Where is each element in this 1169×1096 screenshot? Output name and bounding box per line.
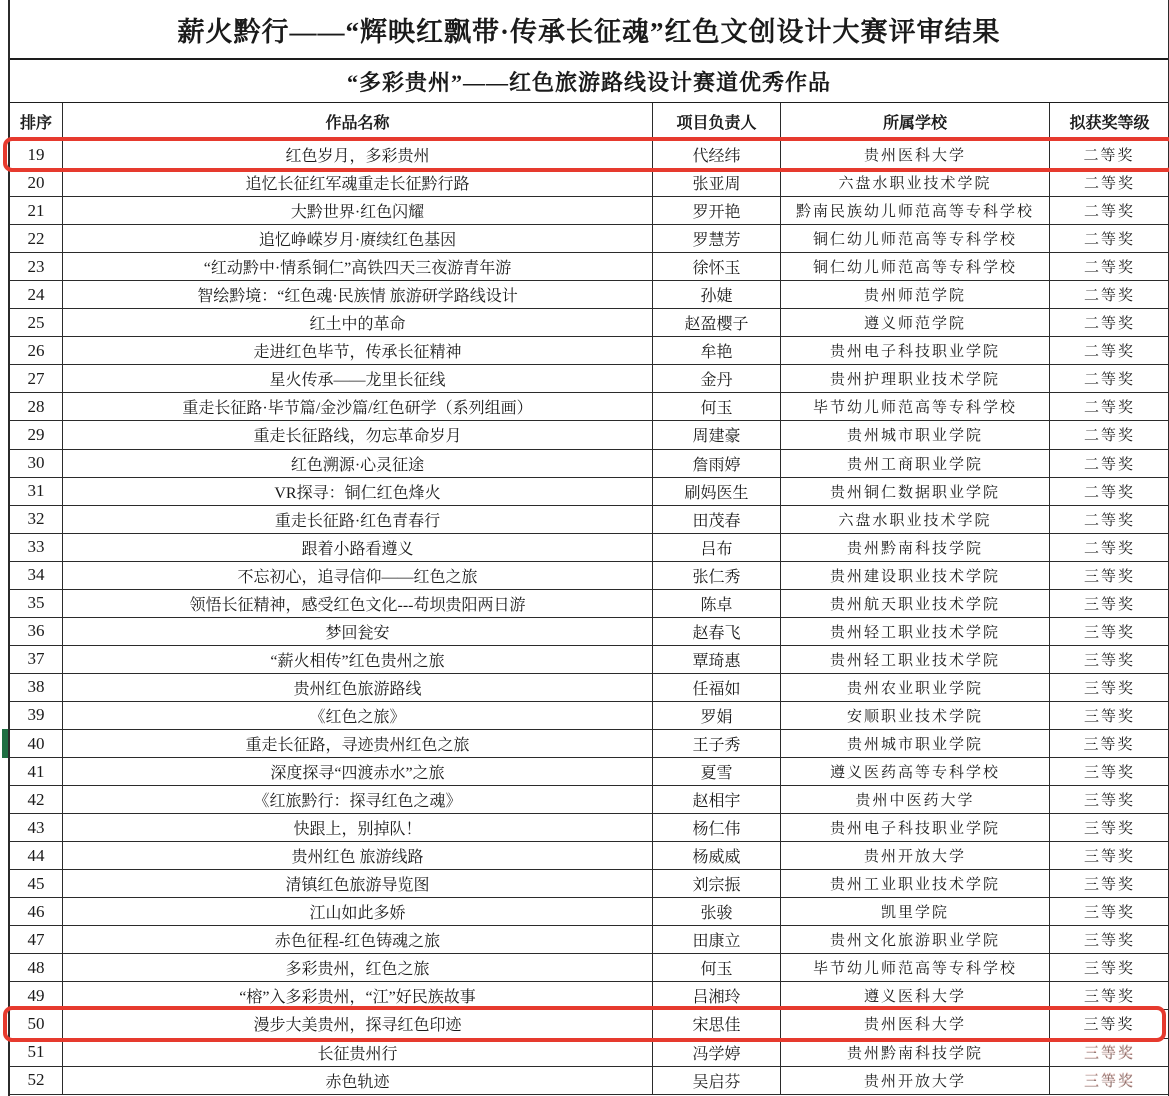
rank-cell: 52 <box>10 1067 63 1094</box>
table-row <box>10 1067 1168 1095</box>
award-cell: 三等奖 <box>1083 568 1135 585</box>
title-cell: 《红色之旅》 <box>63 702 653 729</box>
school-cell: 贵州工业职业技术学院 <box>781 870 1050 897</box>
rank-cell: 32 <box>10 506 63 533</box>
table-header-row <box>10 103 1168 141</box>
title-cell: 不忘初心，追寻信仰——红色之旅 <box>63 562 653 589</box>
award-cell: 三等奖 <box>1083 961 1135 978</box>
table-row <box>10 197 1168 225</box>
rank-cell: 31 <box>10 478 63 505</box>
rank-cell: 47 <box>10 926 63 953</box>
award-cell: 三等奖 <box>1083 652 1135 669</box>
award-cell: 二等奖 <box>1083 400 1135 417</box>
table-row <box>10 141 1168 169</box>
title-cell: 跟着小路看遵义 <box>63 534 653 561</box>
leader-cell: 赵春飞 <box>653 618 781 645</box>
school-cell: 遵义师范学院 <box>781 309 1050 336</box>
title-cell: 多彩贵州，红色之旅 <box>63 954 653 981</box>
rank-cell: 30 <box>10 450 63 477</box>
leader-cell: 赵相宇 <box>653 786 781 813</box>
rank-cell: 41 <box>10 758 63 785</box>
school-cell: 凯里学院 <box>781 898 1050 925</box>
leader-cell: 陈卓 <box>653 590 781 617</box>
school-cell: 贵州医科大学 <box>781 141 1050 168</box>
title-cell: 漫步大美贵州，探寻红色印迹 <box>63 1010 653 1037</box>
table-row <box>10 870 1168 898</box>
rank-cell: 45 <box>10 870 63 897</box>
school-cell: 贵州铜仁数据职业学院 <box>781 478 1050 505</box>
title-cell: 领悟长征精神，感受红色文化---苟坝贵阳两日游 <box>63 590 653 617</box>
title-cell: 重走长征路·毕节篇/金沙篇/红色研学（系列组画） <box>63 393 653 420</box>
school-cell: 毕节幼儿师范高等专科学校 <box>781 393 1050 420</box>
award-cell: 三等奖 <box>1050 730 1169 757</box>
title-cell: 重走长征路，寻迹贵州红色之旅 <box>63 730 653 757</box>
leader-cell: 田康立 <box>653 926 781 953</box>
leader-cell: 吕湘玲 <box>653 982 781 1009</box>
leader-cell: 赵盈樱子 <box>653 309 781 336</box>
school-cell: 贵州轻工职业技术学院 <box>781 646 1050 673</box>
title-cell: 红土中的革命 <box>63 309 653 336</box>
rank-cell: 46 <box>10 898 63 925</box>
header-award: 拟获奖等级 <box>1069 115 1150 132</box>
award-cell: 二等奖 <box>1083 372 1135 389</box>
leader-cell: 吴启芬 <box>653 1067 781 1094</box>
table-row <box>10 1010 1168 1038</box>
award-cell: 三等奖 <box>1083 849 1135 866</box>
school-cell: 贵州城市职业学院 <box>781 421 1050 448</box>
rank-cell: 49 <box>10 982 63 1009</box>
table-row <box>10 674 1168 702</box>
award-cell: 三等奖 <box>1083 765 1135 782</box>
award-cell: 二等奖 <box>1083 288 1135 305</box>
title-cell: 深度探寻“四渡赤水”之旅 <box>63 758 653 785</box>
award-cell: 二等奖 <box>1083 232 1135 249</box>
title-cell: 贵州红色 旅游线路 <box>63 842 653 869</box>
title-cell: 红色岁月，多彩贵州 <box>63 141 653 168</box>
award-cell: 三等奖 <box>1083 933 1135 950</box>
rank-cell: 51 <box>10 1039 63 1066</box>
rank-cell: 19 <box>10 141 63 168</box>
rank-cell: 24 <box>10 281 63 308</box>
school-cell: 贵州师范学院 <box>781 281 1050 308</box>
rank-cell: 37 <box>10 646 63 673</box>
table-row <box>10 562 1168 590</box>
leader-cell: 何玉 <box>653 393 781 420</box>
table-row <box>10 898 1168 926</box>
award-cell: 三等奖 <box>1083 821 1135 838</box>
rank-cell: 36 <box>10 618 63 645</box>
rank-cell: 26 <box>10 337 63 364</box>
award-cell: 二等奖 <box>1083 540 1135 557</box>
table-row <box>10 786 1168 814</box>
table-row <box>10 702 1168 730</box>
leader-cell: 张亚周 <box>653 169 781 196</box>
leader-cell: 吕布 <box>653 534 781 561</box>
award-cell: 三等奖 <box>1083 793 1135 810</box>
school-cell: 贵州黔南科技学院 <box>781 1039 1050 1066</box>
school-cell: 遵义医科大学 <box>781 982 1050 1009</box>
school-cell: 贵州城市职业学院 <box>781 730 1050 757</box>
school-cell: 黔南民族幼儿师范高等专科学校 <box>781 197 1050 224</box>
school-cell: 六盘水职业技术学院 <box>781 506 1050 533</box>
title-cell: 追忆长征红军魂重走长征黔行路 <box>63 169 653 196</box>
table-row <box>10 646 1168 674</box>
title-cell: 星火传承——龙里长征线 <box>63 365 653 392</box>
leader-cell: 杨仁伟 <box>653 814 781 841</box>
school-cell: 贵州开放大学 <box>781 1067 1050 1094</box>
leader-cell: 何玉 <box>653 954 781 981</box>
title-cell: 走进红色毕节，传承长征精神 <box>63 337 653 364</box>
title-cell: 《红旅黔行：探寻红色之魂》 <box>63 786 653 813</box>
rank-cell: 44 <box>10 842 63 869</box>
rank-cell: 20 <box>10 169 63 196</box>
award-cell: 二等奖 <box>1083 344 1135 361</box>
section-subtitle: “多彩贵州”——红色旅游路线设计赛道优秀作品 <box>10 60 1168 103</box>
table-row <box>10 1039 1168 1067</box>
school-cell: 贵州电子科技职业学院 <box>781 814 1050 841</box>
award-cell: 三等奖 <box>1083 877 1135 894</box>
table-row <box>10 618 1168 646</box>
rank-cell: 39 <box>10 702 63 729</box>
award-cell: 二等奖 <box>1083 456 1135 473</box>
title-cell: “榕”入多彩贵州，“江”好民族故事 <box>63 982 653 1009</box>
award-cell: 三等奖 <box>1083 680 1135 697</box>
title-cell: “薪火相传”红色贵州之旅 <box>63 646 653 673</box>
rank-cell: 35 <box>10 590 63 617</box>
header-rank: 排序 <box>10 103 63 140</box>
leader-cell: 杨威威 <box>653 842 781 869</box>
title-cell: 长征贵州行 <box>63 1039 653 1066</box>
rank-cell: 34 <box>10 562 63 589</box>
award-cell: 二等奖 <box>1083 512 1135 529</box>
award-cell: 二等奖 <box>1083 176 1135 193</box>
title-cell: 赤色轨迹 <box>63 1067 653 1094</box>
award-cell: 三等奖 <box>1083 596 1135 613</box>
table-row <box>10 450 1168 478</box>
leader-cell: 冯学婷 <box>653 1039 781 1066</box>
title-cell: 大黔世界·红色闪耀 <box>63 197 653 224</box>
title-cell: 重走长征路·红色青春行 <box>63 506 653 533</box>
table-row <box>10 534 1168 562</box>
leader-cell: 牟艳 <box>653 337 781 364</box>
school-cell: 贵州护理职业技术学院 <box>781 365 1050 392</box>
school-cell: 毕节幼儿师范高等专科学校 <box>781 954 1050 981</box>
table-row <box>10 281 1168 309</box>
title-cell: 智绘黔境：“红色魂·民族情 旅游研学路线设计 <box>63 281 653 308</box>
table-row <box>10 842 1168 870</box>
title-cell: 赤色征程-红色铸魂之旅 <box>63 926 653 953</box>
award-cell: 三等奖 <box>1050 1010 1169 1037</box>
title-cell: 追忆峥嵘岁月·赓续红色基因 <box>63 225 653 252</box>
award-cell: 二等奖 <box>1083 316 1135 333</box>
table-row <box>10 337 1168 365</box>
rank-cell: 25 <box>10 309 63 336</box>
table-row <box>10 478 1168 506</box>
table-row <box>10 225 1168 253</box>
award-cell: 三等奖 <box>1083 905 1135 922</box>
school-cell: 贵州黔南科技学院 <box>781 534 1050 561</box>
school-cell: 贵州医科大学 <box>781 1010 1050 1037</box>
rank-cell: 43 <box>10 814 63 841</box>
rank-cell: 40 <box>10 730 63 757</box>
table-row <box>10 421 1168 449</box>
title-cell: 红色溯源·心灵征途 <box>63 450 653 477</box>
school-cell: 铜仁幼儿师范高等专科学校 <box>781 253 1050 280</box>
table-row <box>10 982 1168 1010</box>
leader-cell: 任福如 <box>653 674 781 701</box>
table-row <box>10 253 1168 281</box>
school-cell: 贵州航天职业技术学院 <box>781 590 1050 617</box>
page-title: 薪火黔行——“辉映红飘带·传承长征魂”红色文创设计大赛评审结果 <box>10 0 1168 60</box>
school-cell: 贵州工商职业学院 <box>781 450 1050 477</box>
leader-cell: 代经纬 <box>653 141 781 168</box>
header-title: 作品名称 <box>63 103 653 140</box>
award-cell: 二等奖 <box>1083 204 1135 221</box>
table-row <box>10 730 1168 758</box>
table-row <box>10 365 1168 393</box>
leader-cell: 张骏 <box>653 898 781 925</box>
table-body <box>10 141 1168 1095</box>
award-cell: 三等奖 <box>1083 624 1135 641</box>
title-cell: 贵州红色旅游路线 <box>63 674 653 701</box>
leader-cell: 罗开艳 <box>653 197 781 224</box>
title-cell: “红动黔中·情系铜仁”高铁四天三夜游青年游 <box>63 253 653 280</box>
school-cell: 安顺职业技术学院 <box>781 702 1050 729</box>
rank-cell: 42 <box>10 786 63 813</box>
award-cell: 三等奖 <box>1083 1073 1135 1090</box>
header-school: 所属学校 <box>781 103 1050 140</box>
table-row <box>10 758 1168 786</box>
title-cell: 清镇红色旅游导览图 <box>63 870 653 897</box>
award-cell: 二等奖 <box>1083 484 1135 501</box>
school-cell: 贵州开放大学 <box>781 842 1050 869</box>
leader-cell: 覃琦惠 <box>653 646 781 673</box>
leader-cell: 张仁秀 <box>653 562 781 589</box>
rank-cell: 23 <box>10 253 63 280</box>
school-cell: 贵州文化旅游职业学院 <box>781 926 1050 953</box>
table-row <box>10 926 1168 954</box>
table-row <box>10 954 1168 982</box>
leader-cell: 罗慧芳 <box>653 225 781 252</box>
school-cell: 遵义医药高等专科学校 <box>781 758 1050 785</box>
leader-cell: 罗娟 <box>653 702 781 729</box>
title-cell: VR探寻：铜仁红色烽火 <box>63 478 653 505</box>
title-cell: 梦回瓮安 <box>63 618 653 645</box>
table-row <box>10 393 1168 421</box>
title-cell: 快跟上，别掉队！ <box>63 814 653 841</box>
table-row <box>10 814 1168 842</box>
rank-cell: 27 <box>10 365 63 392</box>
award-cell: 三等奖 <box>1083 708 1135 725</box>
leader-cell: 夏雪 <box>653 758 781 785</box>
leader-cell: 徐怀玉 <box>653 253 781 280</box>
school-cell: 六盘水职业技术学院 <box>781 169 1050 196</box>
rank-cell: 50 <box>10 1010 63 1037</box>
leader-cell: 王子秀 <box>653 730 781 757</box>
table-row <box>10 590 1168 618</box>
school-cell: 贵州轻工职业技术学院 <box>781 618 1050 645</box>
rank-cell: 22 <box>10 225 63 252</box>
rank-cell: 21 <box>10 197 63 224</box>
rank-cell: 33 <box>10 534 63 561</box>
table-row <box>10 506 1168 534</box>
rank-cell: 28 <box>10 393 63 420</box>
award-cell: 三等奖 <box>1083 989 1135 1006</box>
school-cell: 贵州农业职业学院 <box>781 674 1050 701</box>
award-cell: 二等奖 <box>1083 260 1135 277</box>
title-cell: 江山如此多娇 <box>63 898 653 925</box>
results-sheet <box>8 0 1169 1096</box>
leader-cell: 宋思佳 <box>653 1010 781 1037</box>
leader-cell: 周建豪 <box>653 421 781 448</box>
header-leader: 项目负责人 <box>653 103 781 140</box>
rank-cell: 48 <box>10 954 63 981</box>
rank-cell: 29 <box>10 421 63 448</box>
school-cell: 贵州建设职业技术学院 <box>781 562 1050 589</box>
school-cell: 贵州中医药大学 <box>781 786 1050 813</box>
leader-cell: 詹雨婷 <box>653 450 781 477</box>
award-cell: 三等奖 <box>1083 1045 1135 1062</box>
school-cell: 贵州电子科技职业学院 <box>781 337 1050 364</box>
award-cell: 二等奖 <box>1083 428 1135 445</box>
rank-cell: 38 <box>10 674 63 701</box>
award-cell: 二等奖 <box>1050 141 1169 168</box>
leader-cell: 孙婕 <box>653 281 781 308</box>
school-cell: 铜仁幼儿师范高等专科学校 <box>781 225 1050 252</box>
leader-cell: 田茂春 <box>653 506 781 533</box>
leader-cell: 刘宗振 <box>653 870 781 897</box>
leader-cell: 金丹 <box>653 365 781 392</box>
row-selection-marker <box>2 729 8 758</box>
table-row <box>10 309 1168 337</box>
title-cell: 重走长征路线，勿忘革命岁月 <box>63 421 653 448</box>
leader-cell: 刷妈医生 <box>653 478 781 505</box>
table-row <box>10 169 1168 197</box>
